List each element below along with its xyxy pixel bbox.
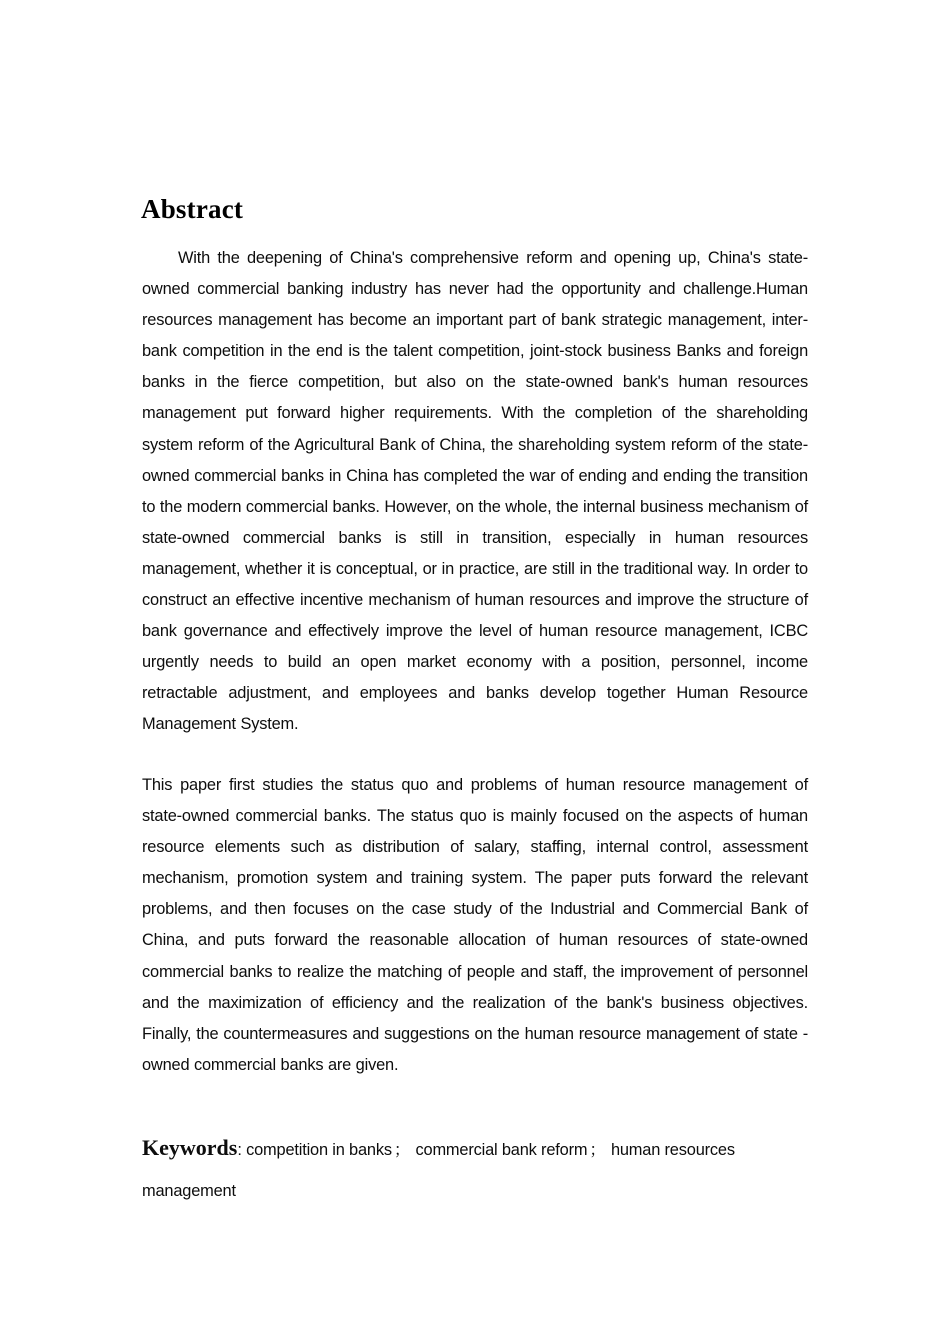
- abstract-paragraph-1: With the deepening of China's comprehensive reform and opening up, China's state-owned commercial banking industry has never had the opportunity and challenge.Human resources management has become an important part of bank strategic management, inter-bank competition in the end is the talent competition, joint-stock business Banks and foreign banks in the fierce competition, but also on the state-owned bank's human resources management put forward higher requirements. With the completion of the shareholding system reform of the Agricultural Bank of China, the shareholding system reform of the state-owned commercial banks in China has completed the war of ending and ending the transition to the modern commercial banks. However, on the whole, the internal business mechanism of state-owned commercial banks is still in transition, especially in human resources management, whether it is conceptual, or in practice, are still in the traditional way. In order to construct an effective incentive mechanism of human resources and improve the structure of bank governance and effectively improve the level of human resource management, ICBC urgently needs to build an open market economy with a position, personnel, income retractable adjustment, and employees and banks develop together Human Resource Management System.: [142, 249, 808, 734]
- keyword-item-3-part-2: management: [142, 1182, 236, 1200]
- abstract-paragraph-2: This paper first studies the status quo and problems of human resource management of state-owned commercial banks. The status quo is mainly focused on the aspects of human resource elements such as distribution of salary, staffing, internal control, assessment mechanism, promotion system and training system. The paper puts forward the relevant problems, and then focuses on the case study of the Industrial and Commercial Bank of China, and puts forward the reasonable allocation of human resources of state-owned commercial banks to realize the matching of people and staff, the improvement of personnel and the maximization of efficiency and the realization of the bank's business objectives. Finally, the countermeasures and suggestions on the human resource management of state - owned commercial banks are given.: [142, 776, 808, 1074]
- keyword-separator-1: ；: [393, 1141, 411, 1159]
- keywords-colon: :: [237, 1141, 242, 1159]
- keywords-line-1: [142, 1127, 808, 1171]
- keyword-item-1: competition in banks: [246, 1141, 392, 1159]
- keyword-item-2: commercial bank reform: [415, 1141, 588, 1159]
- keyword-item-3-part-1: human resources: [610, 1141, 735, 1159]
- keyword-separator-2: ；: [589, 1141, 606, 1159]
- keywords-label: Keywords: [142, 1135, 238, 1160]
- keywords-block: [142, 1127, 808, 1212]
- page-title: Abstract: [141, 194, 244, 224]
